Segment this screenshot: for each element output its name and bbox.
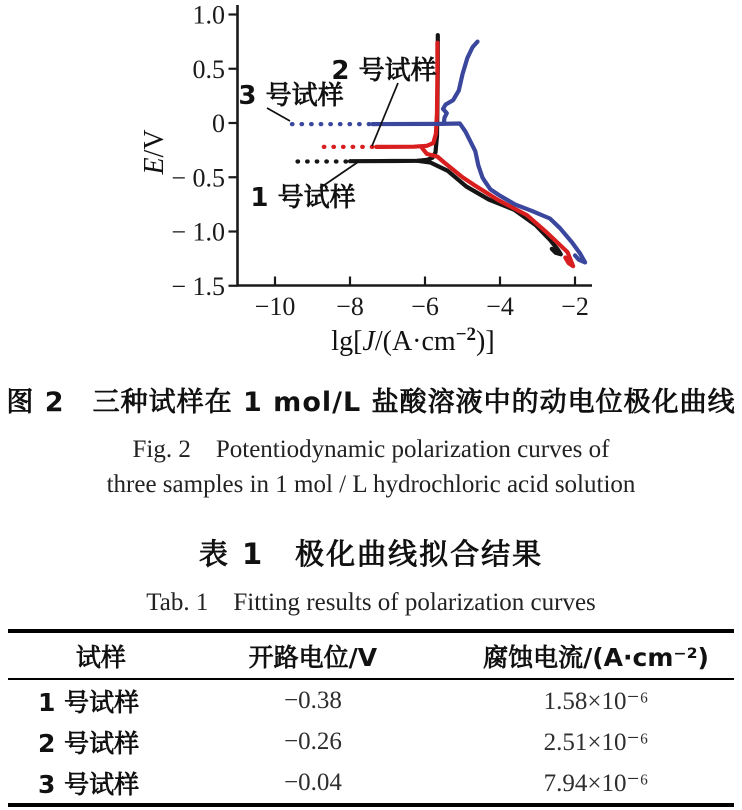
y-axis-label: E/V — [139, 129, 170, 175]
table-row — [8, 721, 734, 762]
ocp-value: −0.26 — [283, 727, 342, 755]
x-tick-label: −8 — [336, 292, 364, 321]
y-tick-label: − 1.0 — [171, 217, 225, 247]
curve-pointer-line — [372, 83, 398, 146]
col-header-ocp: 开路电位/V — [248, 642, 378, 672]
ocp-value: −0.38 — [283, 686, 342, 714]
x-tick-label: −2 — [561, 292, 589, 321]
current-value: 2.51×10⁻⁶ — [543, 728, 649, 756]
polarization-chart — [0, 0, 742, 378]
sample-name: 3 号试样 — [38, 769, 140, 799]
curve-sample-1 — [418, 161, 561, 255]
curve-annotation: 1 号试样 — [250, 183, 356, 213]
x-tick-label: −6 — [411, 292, 439, 321]
current-value: 1.58×10⁻⁶ — [543, 687, 649, 715]
current-value: 7.94×10⁻⁶ — [543, 769, 649, 797]
y-tick-label: − 1.5 — [171, 271, 225, 301]
y-tick-label: − 0.5 — [171, 163, 225, 193]
x-tick-label: −10 — [254, 292, 296, 321]
y-tick-label: 0 — [212, 109, 225, 138]
fitting-results-table — [8, 629, 734, 807]
table-row — [8, 762, 734, 803]
figure-caption-en-line1: Fig. 2 Potentiodynamic polarization curves of — [132, 436, 610, 463]
table-title-zh: 表 1 极化曲线拟合结果 — [198, 537, 544, 571]
col-header-current: 腐蚀电流/(A·cm⁻²) — [483, 642, 709, 672]
table-title-en: Tab. 1 Fitting results of polarization curves — [146, 589, 596, 616]
sample-name: 1 号试样 — [38, 687, 140, 717]
y-tick-label: 1.0 — [192, 0, 225, 30]
y-tick-label: 0.5 — [192, 54, 225, 84]
sample-name: 2 号试样 — [38, 728, 140, 758]
curve-sample-3 — [443, 42, 478, 124]
col-header-sample: 试样 — [75, 642, 126, 672]
figure-caption-en-line2: three samples in 1 mol / L hydrochloric acid solution — [106, 471, 636, 498]
curve-sample-1 — [350, 35, 438, 161]
curve-annotation: 3 号试样 — [238, 81, 344, 111]
table-row — [8, 680, 734, 721]
curve-annotation: 2 号试样 — [331, 56, 437, 86]
x-tick-label: −4 — [486, 292, 514, 321]
figure-caption-zh: 图 2 三种试样在 1 mol/L 盐酸溶液中的动电位极化曲线 — [6, 387, 736, 418]
ocp-value: −0.04 — [283, 768, 342, 796]
table-header-row — [8, 633, 734, 680]
x-axis-label: $\lg[J/(A\cdot cm^{-2})]$ — [331, 324, 495, 357]
